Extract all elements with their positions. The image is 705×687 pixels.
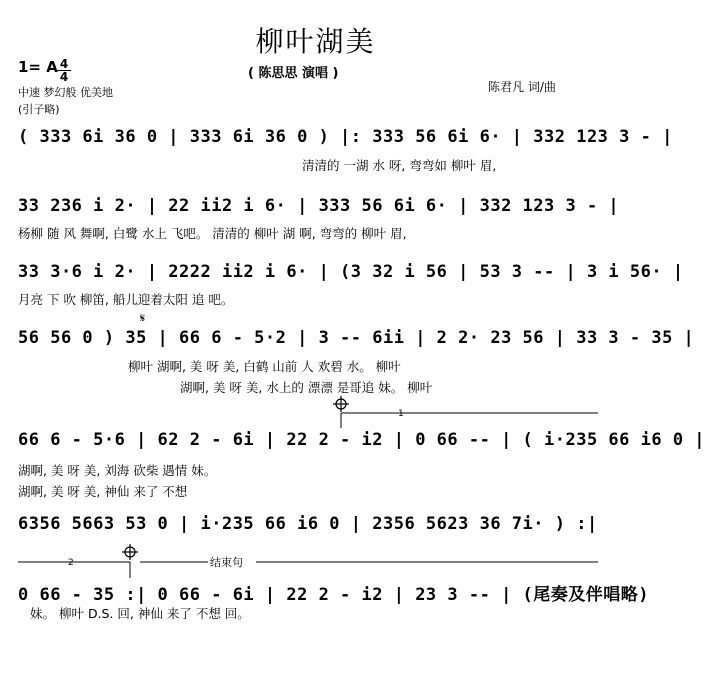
intro-note: (引子略) xyxy=(18,103,60,116)
svg-text:𝄋: 𝄋 xyxy=(140,311,146,325)
notation-row-5: 66 6 - 5·6 | 62 2 - 6i | 22 2 - i2 | 0 66 -- | ( i·235 66 i6 0 | xyxy=(18,430,705,450)
coda-icon xyxy=(333,396,349,412)
lyric-row-4-verse-2: 湖啊, 美 呀 美, 水上的 漂漂 是哥追 妹。 柳叶 xyxy=(180,380,433,395)
lyric-row-5-verse-2: 湖啊, 美 呀 美, 神仙 来了 不想 xyxy=(18,484,188,499)
notation-row-6: 6356 5663 53 0 | i·235 66 i6 0 | 2356 5623 36 7i· ) :| xyxy=(18,514,598,534)
ending-label: 结束句 xyxy=(210,556,243,569)
coda-icon xyxy=(122,544,138,560)
time-signature-top: 4 xyxy=(57,58,71,71)
singer-credit: ( 陈思思 演唱 ) xyxy=(248,66,339,81)
lyric-row-3: 月亮 下 吹 柳笛, 船儿迎着太阳 追 吧。 xyxy=(18,292,234,307)
lyric-row-2: 杨柳 随 风 舞啊, 白鹭 水上 飞吧。 清清的 柳叶 湖 啊, 弯弯的 柳叶 眉, xyxy=(18,226,407,241)
volta-2-bracket xyxy=(18,562,130,578)
volta-1-bracket xyxy=(341,413,598,428)
segno-icon xyxy=(140,311,145,325)
volta-2-label: 2 xyxy=(68,558,74,568)
song-title: 柳叶湖美 xyxy=(255,25,376,58)
notation-row-3: 33 3·6 i 2· | 2222 ii2 i 6· | (3 32 i 56 | 53 3 -- | 3 i 56· | xyxy=(18,262,684,282)
lyric-row-4-verse-1: 柳叶 湖啊, 美 呀 美, 白鹤 山前 人 欢碧 水。 柳叶 xyxy=(128,359,401,374)
notation-row-7: 0 66 - 35 :| 0 66 - 6i | 22 2 - i2 | 23 3 -- | (尾奏及伴唱略) xyxy=(18,585,650,605)
notation-row-1: ( 333 6i 36 0 | 333 6i 36 0 ) |: 333 56 6i 6· | 332 123 3 - | xyxy=(18,127,673,147)
time-signature-bottom: 4 xyxy=(59,70,69,84)
notation-row-2: 33 236 i 2· | 22 ii2 i 6· | 333 56 6i 6· | 332 123 3 - | xyxy=(18,196,620,216)
lyric-row-5-verse-1: 湖啊, 美 呀 美, 刘海 砍柴 遇情 妹。 xyxy=(18,463,217,478)
lyric-row-7: 妹。 柳叶 D.S. 回, 神仙 来了 不想 回。 xyxy=(30,606,250,621)
lyric-row-1: 清清的 一湖 水 呀, 弯弯如 柳叶 眉, xyxy=(302,158,497,173)
author-credit: 陈君凡 词/曲 xyxy=(488,80,556,94)
volta-1-label: 1 xyxy=(398,409,404,419)
notation-row-4: 56 56 0 ) 35 | 66 6 - 5·2 | 3 -- 6ii | 2 2· 23 56 | 33 3 - 35 | xyxy=(18,328,695,348)
key-label: 1= A xyxy=(18,58,58,76)
tempo-marking: 中速 梦幻般 优美地 xyxy=(18,86,113,99)
